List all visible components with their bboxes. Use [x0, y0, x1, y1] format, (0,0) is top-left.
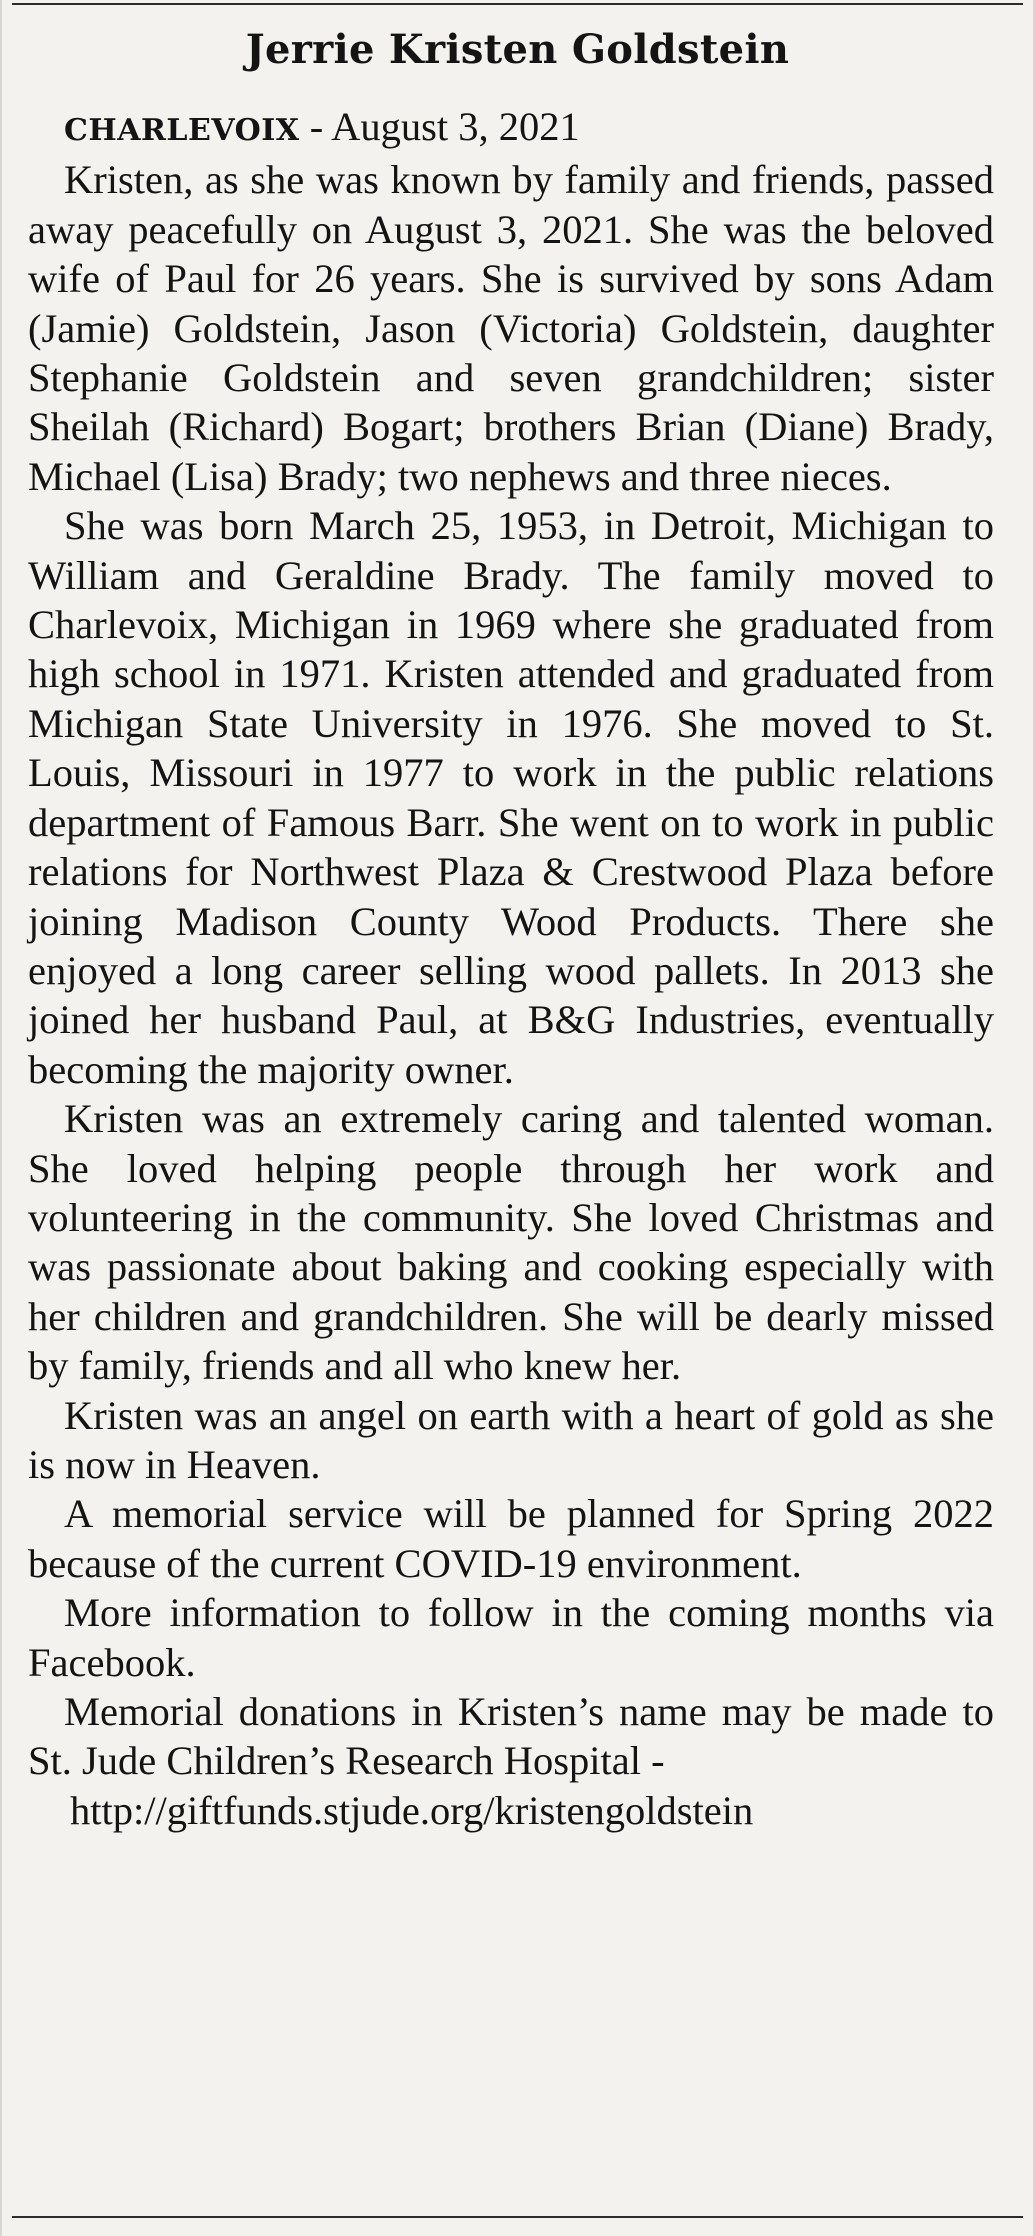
donations-text: Memorial donations in Kristen’s name may be made to St. Jude Children’s Research Hospital -: [28, 1689, 994, 1784]
paragraph-more-info: More information to follow in the coming months via Facebook.: [28, 1590, 994, 1685]
paragraph-angel: Kristen was an angel on earth with a heart of gold as she is now in Heaven.: [28, 1392, 994, 1487]
paragraph-survivors: Kristen, as she was known by family and friends, passed away peacefully on August 3, 2021. She was the beloved wife of Paul for 26 years. She is survived by sons Adam (Jamie) Goldstein, Jason (Victoria) Goldstein, daughter Stephanie Goldstein and seven grandchildren; sister Sheilah (Richard) Bogart; brothers Brian (Diane) Brady, Michael (Lisa) Brady; two nephews and three nieces.: [28, 157, 994, 499]
obituary-body: [28, 102, 994, 1835]
dateline-separator: -: [299, 104, 332, 149]
top-rule: [12, 3, 1023, 5]
paragraph-donations: [28, 1687, 994, 1835]
paragraph-character: Kristen was an extremely caring and talented woman. She loved helping people through her work and volunteering in the community. She loved Christmas and was passionate about baking and cooking especially with her children and grandchildren. She will be dearly missed by family, friends and all who knew her.: [28, 1096, 994, 1389]
dateline-date: August 3, 2021: [331, 104, 580, 149]
paragraph-memorial-service: A memorial service will be planned for Spring 2022 because of the current COVID-19 environment.: [28, 1491, 994, 1586]
dateline: [28, 102, 994, 155]
paragraph-biography: She was born March 25, 1953, in Detroit, Michigan to William and Geraldine Brady. The family moved to Charlevoix, Michigan in 1969 where she graduated from high school in 1971. Kristen attended and graduated from Michigan State University in 1976. She moved to St. Louis, Missouri in 1977 to work in the public relations department of Famous Barr. She went on to work in public relations for Northwest Plaza & Crestwood Plaza before joining Madison County Wood Products. There she enjoyed a long career selling wood pallets. In 2013 she joined her husband Paul, at B&G Industries, eventually becoming the majority owner.: [28, 503, 994, 1092]
donation-url: http://giftfunds.stjude.org/kristengoldstein: [70, 1787, 754, 1833]
bottom-rule: [12, 2216, 1023, 2218]
dateline-place: CHARLEVOIX: [64, 113, 300, 148]
obituary-title: Jerrie Kristen Goldstein: [245, 26, 790, 73]
